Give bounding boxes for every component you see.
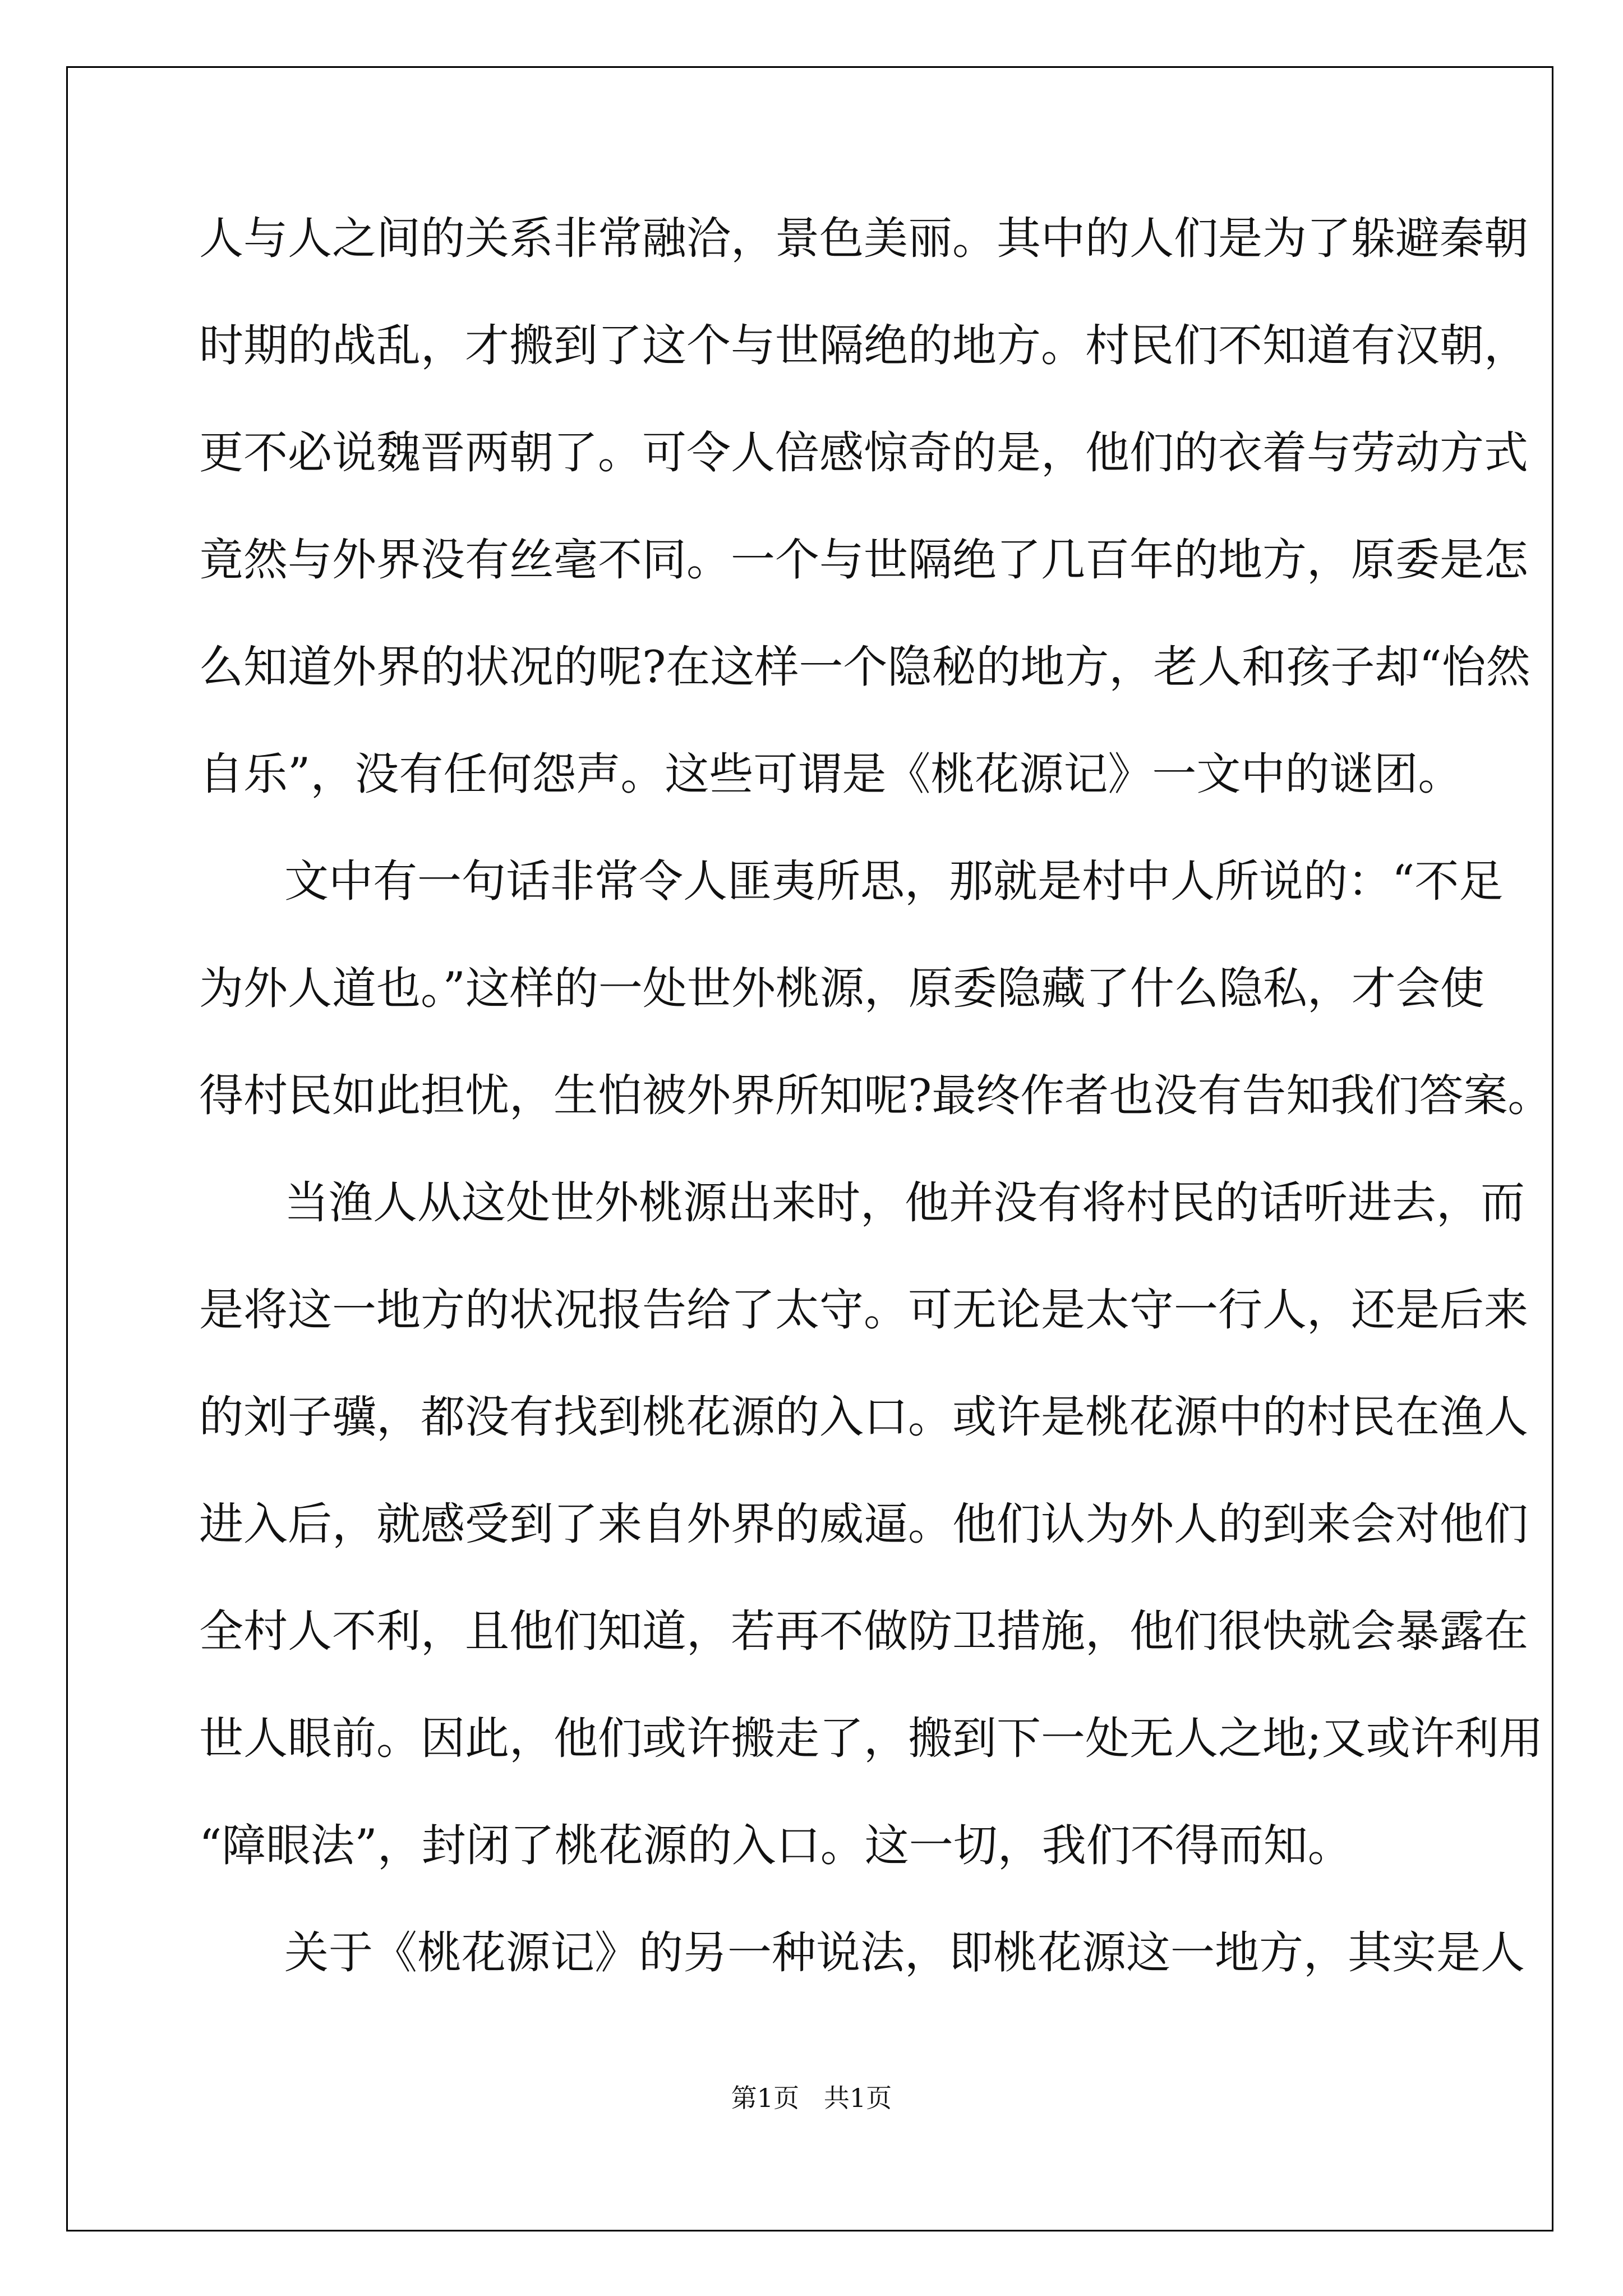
text-line-14: 全村人不利，且他们知道，若再不做防卫措施，他们很快就会暴露在 bbox=[199, 1605, 1528, 1657]
text-line-12: 的刘子骥，都没有找到桃花源的入口。或许是桃花源中的村民在渔人 bbox=[199, 1391, 1528, 1443]
page-number: 第1页 共1页 bbox=[731, 2083, 892, 2113]
text-line-16: “障眼法”，封闭了桃花源的入口。这一切，我们不得而知。 bbox=[199, 1820, 1352, 1871]
text-line-3: 更不必说魏晋两朝了。可令人倍感惊奇的是，他们的衣着与劳动方式 bbox=[199, 427, 1528, 478]
text-line-11: 是将这一地方的状况报告给了太守。可无论是太守一行人，还是后来 bbox=[199, 1284, 1528, 1336]
text-line-6: 自乐”，没有任何怨声。这些可谓是《桃花源记》一文中的谜团。 bbox=[199, 748, 1463, 800]
text-line-17: 关于《桃花源记》的另一种说法，即桃花源这一地方，其实是人 bbox=[284, 1927, 1525, 1978]
text-line-9: 得村民如此担忧，生怕被外界所知呢?最终作者也没有告知我们答案。 bbox=[199, 1070, 1552, 1121]
text-line-2: 时期的战乱，才搬到了这个与世隔绝的地方。村民们不知道有汉朝， bbox=[199, 320, 1528, 371]
text-line-15: 世人眼前。因此，他们或许搬走了，搬到下一处无人之地;又或许利用 bbox=[199, 1713, 1543, 1764]
text-line-7: 文中有一句话非常令人匪夷所思，那就是村中人所说的：“不足 bbox=[284, 855, 1504, 907]
text-line-8: 为外人道也。”这样的一处世外桃源，原委隐藏了什么隐私，才会使 bbox=[199, 963, 1484, 1014]
text-line-10: 当渔人从这处世外桃源出来时，他并没有将村民的话听进去，而 bbox=[284, 1177, 1525, 1228]
document-body bbox=[199, 205, 1552, 2026]
page-footer bbox=[0, 2078, 1623, 2115]
text-line-4: 竟然与外界没有丝毫不同。一个与世隔绝了几百年的地方，原委是怎 bbox=[199, 534, 1528, 586]
text-line-13: 进入后，就感受到了来自外界的威逼。他们认为外人的到来会对他们 bbox=[199, 1498, 1528, 1550]
text-line-5: 么知道外界的状况的呢?在这样一个隐秘的地方，老人和孩子却“怡然 bbox=[199, 641, 1530, 693]
text-line-1: 人与人之间的关系非常融洽，景色美丽。其中的人们是为了躲避秦朝 bbox=[199, 213, 1528, 264]
